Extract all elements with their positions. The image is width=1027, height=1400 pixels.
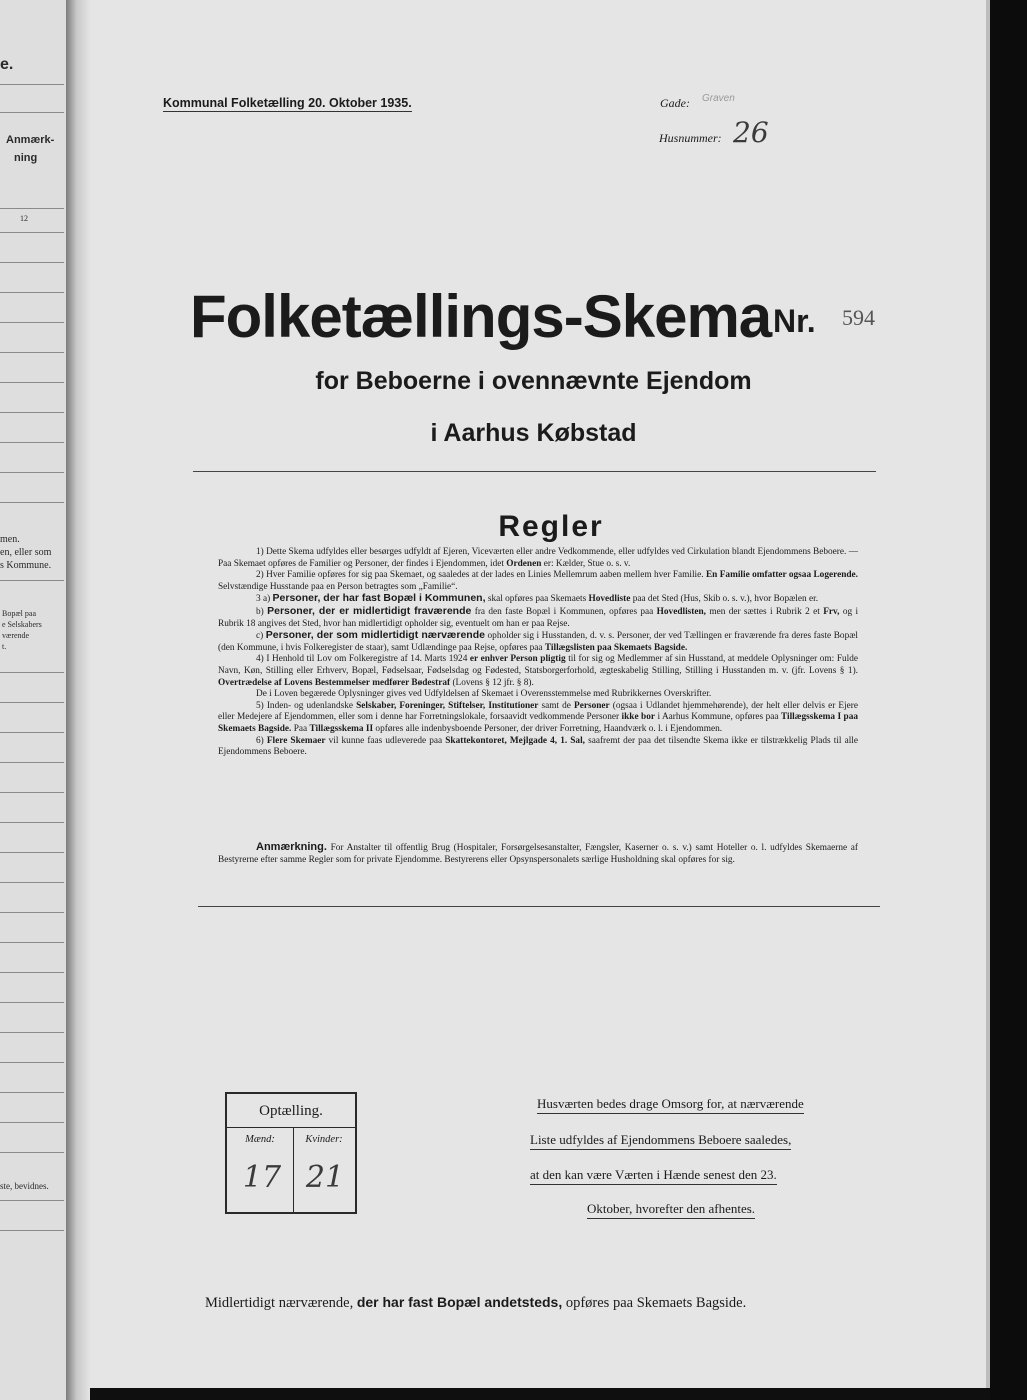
house-number-value: 26 (733, 116, 769, 149)
rule-1: 1) Dette Skema udfyldes eller besørges udfyldt af Ejeren, Viceværten eller andre Vedkommende, eller udfyldes ved Cirkulation blandt Ejendommens Beboere. — Paa Skemaet opføres de Familier og Personer, der findes i Ejendommen, idet Ordenen er: Kælder, Stue o. s. v. (218, 547, 858, 569)
divider (193, 471, 876, 472)
rule-4-note: De i Loven begærede Oplysninger gives ved Udfyldelsen af Skemaet i Overensstemmelse med Rubrikkernes Overskrifter. (256, 689, 712, 700)
men-count: 17 (242, 1160, 282, 1195)
left-page-fragment (0, 0, 66, 1400)
form-subtitle-city: i Aarhus Købstad (430, 419, 637, 447)
rule-2: 2) Hver Familie opføres for sig paa Skemaet, og saaledes at der lades en Linies Mellemrum aaben mellem hver Familie. En Familie omfatter ogsaa Logerende. Selvstændige Husstande paa en Person betragtes som „Familie“. (218, 570, 858, 592)
scan-background (990, 0, 1027, 1400)
rules-text (218, 547, 858, 759)
left-page-text: en, eller som (0, 547, 52, 558)
census-header: Kommunal Folketælling 20. Oktober 1935. (163, 96, 412, 110)
remark-text (218, 842, 858, 866)
left-page-text: værende (2, 631, 30, 640)
left-page-text: ste, bevidnes. (0, 1181, 49, 1191)
notice-line-2: Liste udfyldes af Ejendommens Beboere saaledes, (530, 1132, 791, 1148)
rule-5: 5) Inden- og udenlandske Selskaber, Foreninger, Stiftelser, Institutioner samt de Personer (ogsaa i Udlandet hjemmehørende), der helt eller delvis er Ejere eller Medejere af Ejendommen, eller som i denne har Forretningslokale, forsaavidt vedkommende Personer ikke bor i Aarhus Kommune, opføres paa Tillægsskema I paa Skemaets Bagside. Paa Tillægsskema II opføres alle indenbysboende Personer, der driver Forretning, Haandværk o. l. i Ejendommen. (218, 700, 859, 734)
women-count: 21 (305, 1160, 345, 1195)
left-page-text: ning (14, 152, 38, 164)
form-number-value: 594 (842, 305, 875, 330)
house-number-label: Husnummer: (659, 131, 722, 145)
divider (198, 906, 880, 907)
rule-6: 6) Flere Skemaer vil kunne faas udleverede paa Skattekontoret, Mejlgade 4, 1. Sal, saafremt der paa det tilsendte Skema ikke er tilstrækkelig Plads til alle Ejendommens Beboere. (218, 735, 859, 758)
form-title: Folketællings-Skema (190, 283, 772, 350)
left-page-text: Anmærk- (6, 134, 55, 146)
footer-note: Midlertidigt nærværende, der har fast Bopæl andetsteds, opføres paa Skemaets Bagside. (205, 1294, 747, 1311)
notice-line-3: at den kan være Værten i Hænde senest den 23. (530, 1167, 777, 1183)
book-spine (66, 0, 90, 1400)
left-page-text: 12 (20, 214, 28, 223)
form-subtitle: for Beboerne i ovennævnte Ejendom (315, 367, 752, 395)
remark-label: Anmærkning. (256, 841, 327, 853)
notice-line-1: Husværten bedes drage Omsorg for, at nærværende (537, 1096, 804, 1112)
left-page-text: men. (0, 534, 20, 545)
remark-body: For Anstalter til offentlig Brug (Hospitaler, Forsørgelsesanstalter, Fængsler, Kaserner o. s. v.) samt Hoteller o. l. udfyldes Skemaerne af Bestyrerne efter samme Regler som for private Ejendomme. Bestyrerens eller Opsynspersonalets særlige Husholdning skal opføres for sig. (218, 843, 858, 865)
count-box-title: Optælling. (259, 1103, 323, 1119)
form-number-label: Nr. (773, 303, 816, 339)
left-page-text: t. (2, 642, 7, 651)
left-page-text: e. (0, 56, 14, 73)
left-page-text: e Selskabers (2, 620, 42, 629)
rules-heading: Regler (498, 510, 604, 543)
street-label: Gade: (660, 96, 690, 110)
street-value: Graven (702, 93, 735, 104)
count-box (225, 1092, 357, 1214)
women-column-header: Kvinder: (305, 1134, 343, 1145)
left-page-text: s Kommune. (0, 560, 52, 571)
rule-4: 4) I Henhold til Lov om Folkeregistre af 14. Marts 1924 er enhver Person pligtig til for sig og Medlemmer af sin Husstand, at meddele Oplysninger om: Fulde Navn, Køn, Stilling eller Erhverv, Bopæl, Fødselsaar, Fødselsdag og Fødested, Statsborgerforhold, ægteskabelig Stilling, Stilling i Husstanden m. v. (jfr. Lovens § 1). Overtrædelse af Lovens Bestemmelser medfører Bødestraf (Lovens § 12 jfr. § 8). (218, 654, 858, 688)
rule-3c: c) Personer, der som midlertidigt nærværende opholder sig i Husstanden, d. v. s. Personer, der ved Tællingen er fraværende fra deres faste Bopæl (den Kommune, i hvis Folkeregister de staar), samt Udlændinge paa Rejse, opføres paa Tillægslisten paa Skemaets Bagside. (218, 629, 859, 653)
rule-3a: 3 a) Personer, der har fast Bopæl i Kommunen, skal opføres paa Skemaets Hovedliste paa det Sted (Hus, Skib o. s. v.), hvor Bopælen er. (256, 592, 819, 605)
men-column-header: Mænd: (245, 1134, 275, 1145)
rule-3b: b) Personer, der er midlertidigt fraværende fra den faste Bopæl i Kommunen, opføres paa Hovedlisten, men der sættes i Rubrik 2 et Frv, og i Rubrik 18 angives det Sted, hvor han midlertidigt opholder sig, eventuelt om han er paa Rejse. (218, 604, 859, 629)
left-page-text: Bopæl paa (2, 609, 36, 618)
notice-line-4: Oktober, hvorefter den afhentes. (587, 1201, 755, 1217)
